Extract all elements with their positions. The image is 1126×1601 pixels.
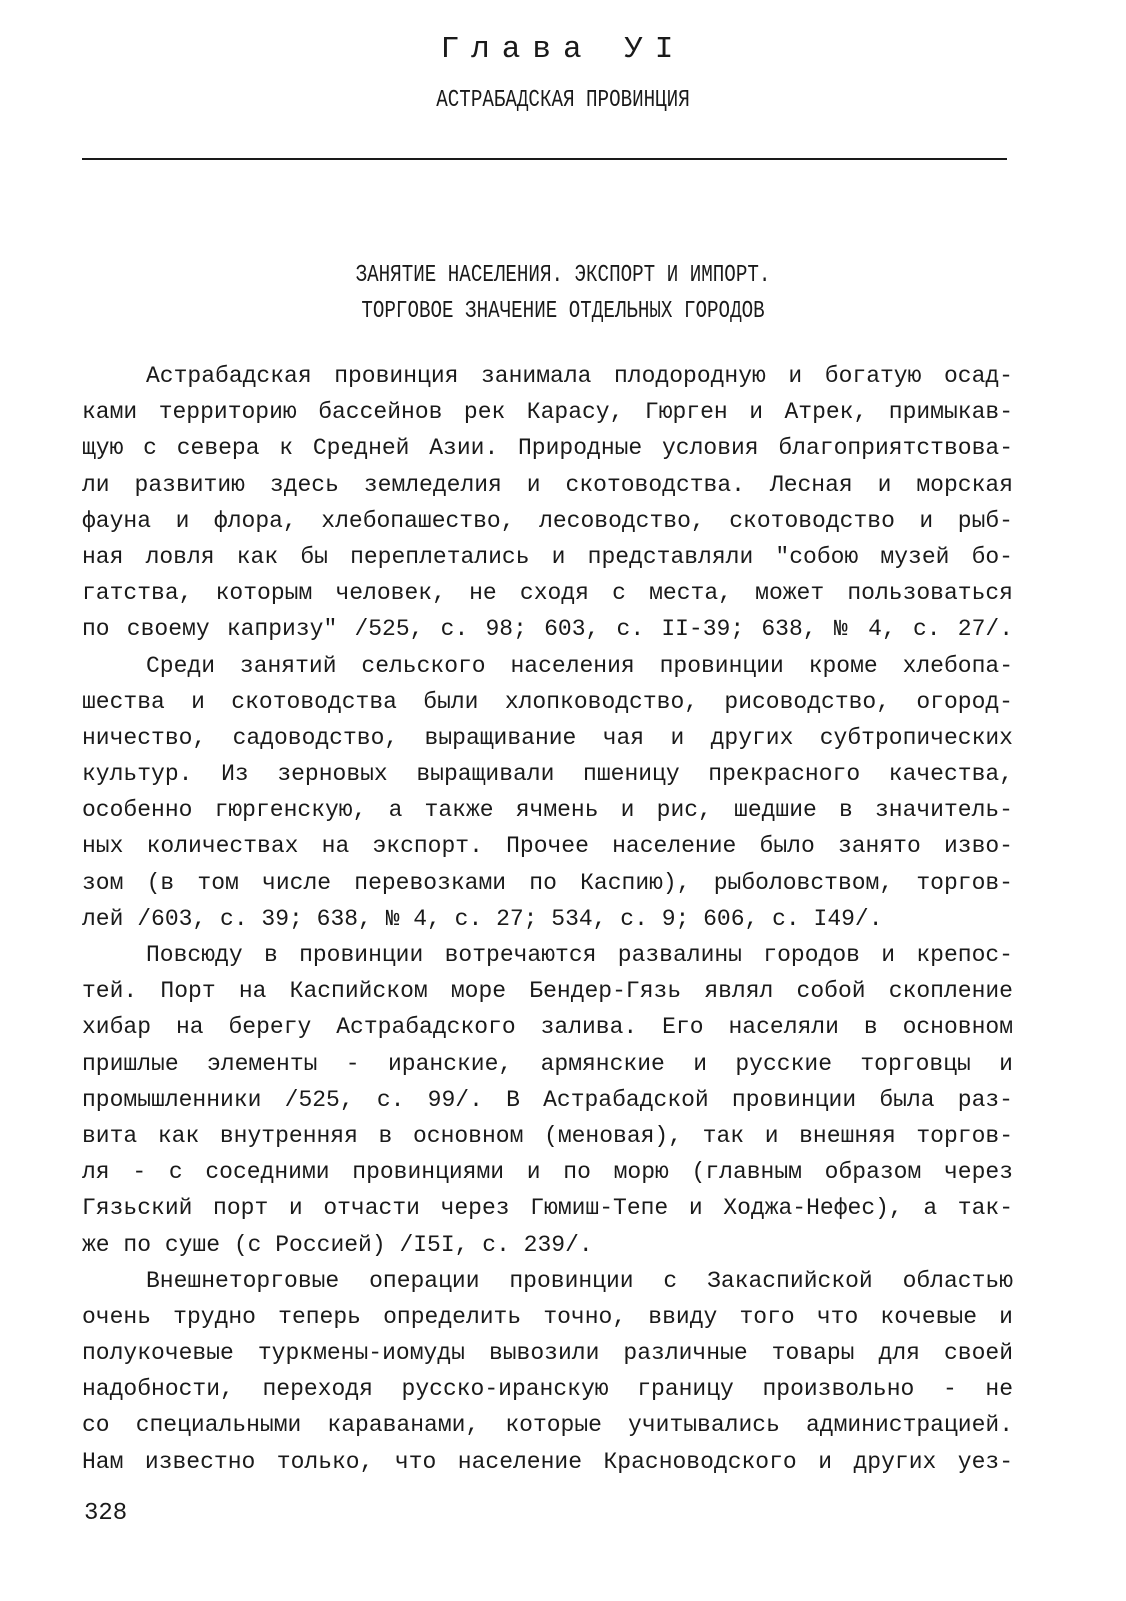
paragraph-line: надобности, переходя русско-иранскую границу произвольно - не xyxy=(82,1376,1013,1403)
paragraph-line: зом (в том числе перевозками по Каспию), рыболовством, торгов- xyxy=(82,869,1013,896)
chapter-title: Глава УI xyxy=(440,32,686,67)
paragraph-line: ничество, садоводство, выращивание чая и других субтропических xyxy=(82,724,1013,751)
section-heading-line: ЗАНЯТИЕ НАСЕЛЕНИЯ. ЭКСПОРТ И ИМПОРТ. xyxy=(355,262,771,289)
paragraph-line: по своему капризу" /525, с. 98; 603, с. II-39; 638, № 4, с. 27/. xyxy=(82,616,1013,643)
paragraph-line: щую с севера к Средней Азии. Природные условия благоприятствова- xyxy=(82,435,1013,462)
paragraph-line: же по суше (с Россией) /I5I, с. 239/. xyxy=(82,1231,593,1258)
paragraph-line: тей. Порт на Каспийском море Бендер-Гязь являл собой скопление xyxy=(82,978,1013,1005)
paragraph-line: культур. Из зерновых выращивали пшеницу прекрасного качества, xyxy=(82,761,1013,788)
province-title: АСТРАБАДСКАЯ ПРОВИНЦИЯ xyxy=(436,87,690,114)
paragraph-line: шества и скотоводства были хлопководство, рисоводство, огород- xyxy=(82,688,1013,715)
paragraph-line: ками территорию бассейнов рек Карасу, Гюрген и Атрек, примыкав- xyxy=(82,399,1013,426)
paragraph-line: ных количествах на экспорт. Прочее население было занято изво- xyxy=(82,833,1013,860)
paragraph-line: полукочевые туркмены-иомуды вывозили различные товары для своей xyxy=(82,1340,1013,1367)
paragraph-line: вита как внутренняя в основном (меновая), так и внешняя торгов- xyxy=(82,1122,1013,1149)
paragraph-line: очень трудно теперь определить точно, ввиду того что кочевые и xyxy=(82,1303,1013,1330)
paragraph-line: Внешнеторговые операции провинции с Закаспийской областью xyxy=(146,1267,1013,1294)
section-heading xyxy=(113,258,1014,330)
paragraph-line: пришлые элементы - иранские, армянские и русские торговцы и xyxy=(82,1050,1013,1077)
page-number: 328 xyxy=(84,1500,128,1527)
paragraph-line: ля - с соседними провинциями и по морю (главным образом через xyxy=(82,1159,1013,1186)
section-heading-line: ТОРГОВОЕ ЗНАЧЕНИЕ ОТДЕЛЬНЫХ ГОРОДОВ xyxy=(361,298,765,325)
paragraph-line: лей /603, с. 39; 638, № 4, с. 27; 534, с. 9; 606, с. I49/. xyxy=(82,905,883,932)
paragraph-line: хибар на берегу Астрабадского залива. Его населяли в основном xyxy=(82,1014,1013,1041)
paragraph-line: промышленники /525, с. 99/. В Астрабадской провинции была раз- xyxy=(82,1086,1013,1113)
paragraph-line: ная ловля как бы переплетались и представляли "собою музей бо- xyxy=(82,543,1013,570)
paragraph-line: Гязьский порт и отчасти через Гюмиш-Тепе и Ходжа-Нефес), а так- xyxy=(82,1195,1013,1222)
paragraph-line: особенно гюргенскую, а также ячмень и рис, шедшие в значитель- xyxy=(82,797,1013,824)
paragraph-line: Нам известно только, что население Красноводского и других уез- xyxy=(82,1448,1013,1475)
paragraph-line: Среди занятий сельского населения провинции кроме хлебопа- xyxy=(146,652,1013,679)
paragraph-line: Повсюду в провинции вотречаются развалины городов и крепос- xyxy=(146,942,1013,968)
body-text xyxy=(82,358,1013,1480)
paragraph-line: фауна и флора, хлебопашество, лесоводство, скотоводство и рыб- xyxy=(82,507,1013,534)
paragraph-line: ли развитию здесь земледелия и скотоводства. Лесная и морская xyxy=(82,471,1013,498)
title-divider xyxy=(82,158,1007,160)
paragraph-line: гатства, которым человек, не сходя с места, может пользоваться xyxy=(82,580,1013,607)
paragraph-line: со специальными караванами, которые учитывались администрацией. xyxy=(82,1412,1013,1439)
paragraph-line: Астрабадская провинция занимала плодородную и богатую осад- xyxy=(146,363,1013,389)
